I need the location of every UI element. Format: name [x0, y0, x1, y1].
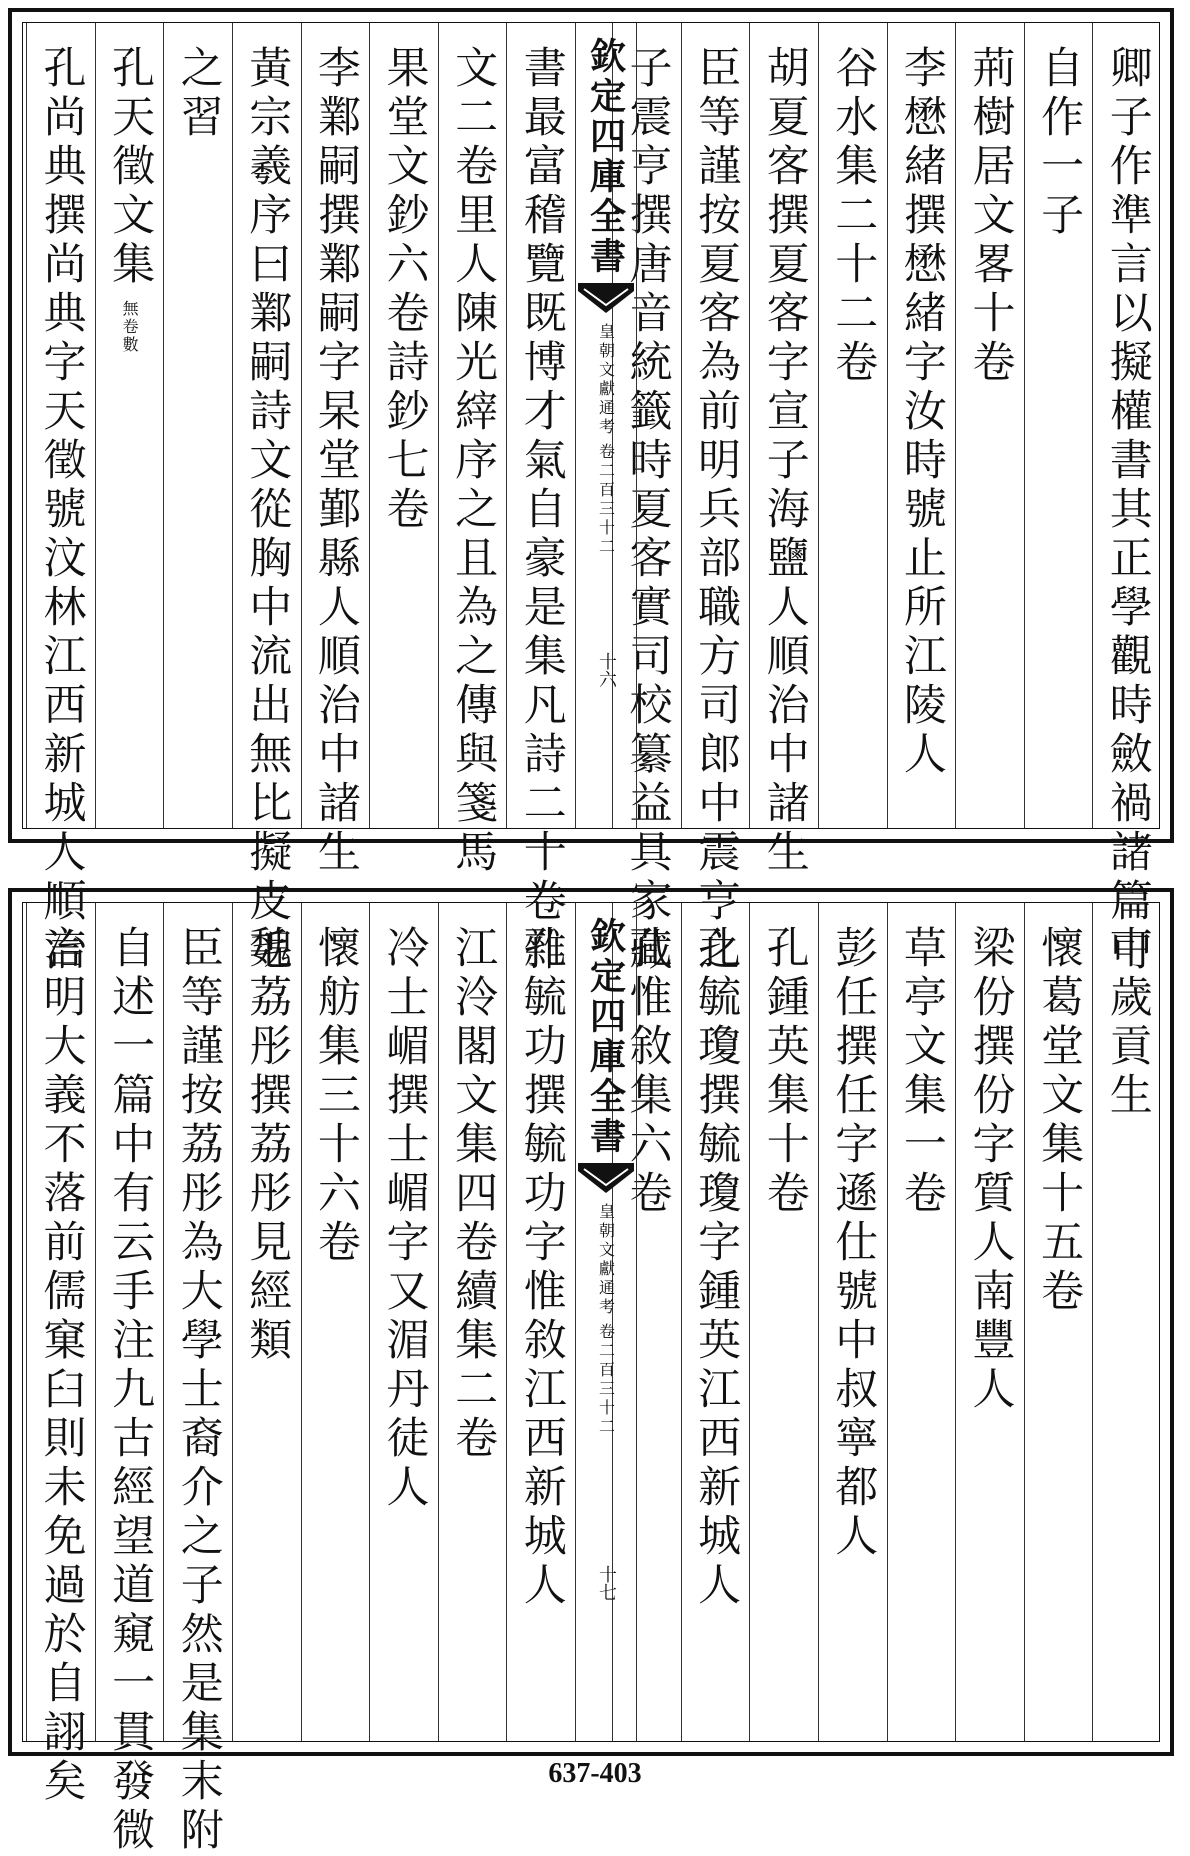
text-column	[681, 23, 750, 976]
text-column	[95, 23, 164, 828]
column-text: 胡夏客撰夏客字宣子海鹽人順治中諸生	[759, 45, 810, 878]
text-column	[301, 23, 370, 878]
column-text: 冷士嵋撰士嵋字又湄丹徒人	[379, 925, 430, 1513]
text-column	[1092, 903, 1161, 1741]
book-title: 欽定四庫全書	[584, 37, 627, 277]
column-text: 江泠閣文集四卷續集二卷	[448, 925, 499, 1464]
column-text: 孔鍾英集十卷	[759, 925, 810, 1219]
volume-label: 卷二百三十二	[596, 1323, 616, 1437]
text-column	[749, 23, 818, 878]
column-text: 臣等謹按夏客為前明兵部職方司郎中震亨之	[691, 45, 742, 976]
text-column	[1024, 903, 1093, 1741]
text-column	[955, 23, 1024, 828]
column-text: 彭任撰任字遜仕號中叔寧都人	[828, 925, 879, 1562]
column-text: 荊樹居文畧十卷	[965, 45, 1016, 388]
text-column	[26, 903, 95, 1807]
column-text: 子震亨撰唐音統籤時夏客實司校纂益具家藏	[622, 45, 673, 976]
text-column	[95, 903, 164, 1856]
text-column	[26, 23, 95, 976]
text-column	[955, 903, 1024, 1741]
center-gutter	[575, 23, 637, 828]
column-text: 草亭文集一卷	[896, 925, 947, 1219]
text-column	[301, 903, 370, 1741]
book-title: 欽定四庫全書	[584, 917, 627, 1157]
column-text: 魏荔彤撰荔彤見經類	[242, 925, 293, 1366]
text-column	[887, 23, 956, 828]
column-text: 李鄴嗣撰鄴嗣字杲堂鄞縣人順治中諸生	[310, 45, 361, 878]
text-column	[163, 903, 232, 1856]
top-page-text-frame	[22, 22, 1160, 976]
column-text: 孔天徵文集	[105, 45, 156, 290]
text-column	[232, 23, 301, 976]
text-column	[1092, 23, 1161, 976]
text-column	[749, 903, 818, 1741]
top-page	[8, 8, 1174, 976]
fishtail-mark-icon	[578, 283, 634, 315]
fishtail-mark-icon	[578, 1163, 634, 1195]
column-text: 自作一子	[1034, 45, 1085, 241]
source-title: 皇朝文獻通考	[596, 323, 616, 437]
text-column	[506, 23, 575, 976]
column-text: 黃宗羲序曰鄴嗣詩文從胸中流出無比擬皮毛	[242, 45, 293, 976]
text-column	[163, 23, 232, 828]
inline-note: 無卷數	[120, 300, 140, 354]
column-text: 臣等謹按荔彤為大學士裔介之子然是集末附	[173, 925, 224, 1856]
column-text: 文二卷里人陳光縡序之且為之傳與箋馬	[448, 45, 499, 878]
column-text: 自述一篇中有云手注九古經望道窺一貫發微	[105, 925, 156, 1856]
column-text: 之習	[173, 45, 224, 143]
text-column	[369, 903, 438, 1741]
column-text: 孔毓功撰毓功字惟敘江西新城人	[516, 925, 567, 1611]
text-column	[232, 903, 301, 1741]
column-text: 孔毓瓊撰毓瓊字鍾英江西新城人	[691, 925, 742, 1611]
text-column	[681, 903, 750, 1741]
column-text: 孔尚典撰尚典字天徵號汶林江西新城人順治	[36, 45, 87, 976]
column-text: 孔惟敘集六卷	[622, 925, 673, 1219]
text-column	[369, 23, 438, 828]
column-text: 懷舫集三十六卷	[310, 925, 361, 1268]
column-text: 言明大義不落前儒窠臼則未免過於自詡矣	[36, 925, 87, 1807]
text-column	[438, 903, 507, 1741]
text-column	[818, 903, 887, 1741]
column-text: 谷水集二十二卷	[828, 45, 879, 388]
column-text: 中歲貢生	[1102, 925, 1153, 1121]
column-text: 書最富稽覽既博才氣自豪是集凡詩二十卷雜	[516, 45, 567, 976]
column-text: 懷葛堂文集十五卷	[1034, 925, 1085, 1317]
text-column	[818, 23, 887, 828]
volume-label: 卷二百三十二	[596, 443, 616, 557]
column-text: 梁份撰份字質人南豐人	[965, 925, 1016, 1415]
column-text: 李懋緒撰懋緒字汝時號止所江陵人	[896, 45, 947, 780]
leaf-number: 十七	[596, 1565, 617, 1601]
text-column	[506, 903, 575, 1741]
column-text: 果堂文鈔六卷詩鈔七卷	[379, 45, 430, 535]
page-footer-number: 637-403	[548, 1758, 642, 1789]
text-column	[1024, 23, 1093, 828]
center-gutter	[575, 903, 637, 1741]
column-text: 卿子作準言以擬權書其正學觀時斂禍諸篇可	[1102, 45, 1153, 976]
source-title: 皇朝文獻通考	[596, 1203, 616, 1317]
text-column	[887, 903, 956, 1741]
text-column	[438, 23, 507, 878]
leaf-number: 十六	[596, 652, 617, 688]
